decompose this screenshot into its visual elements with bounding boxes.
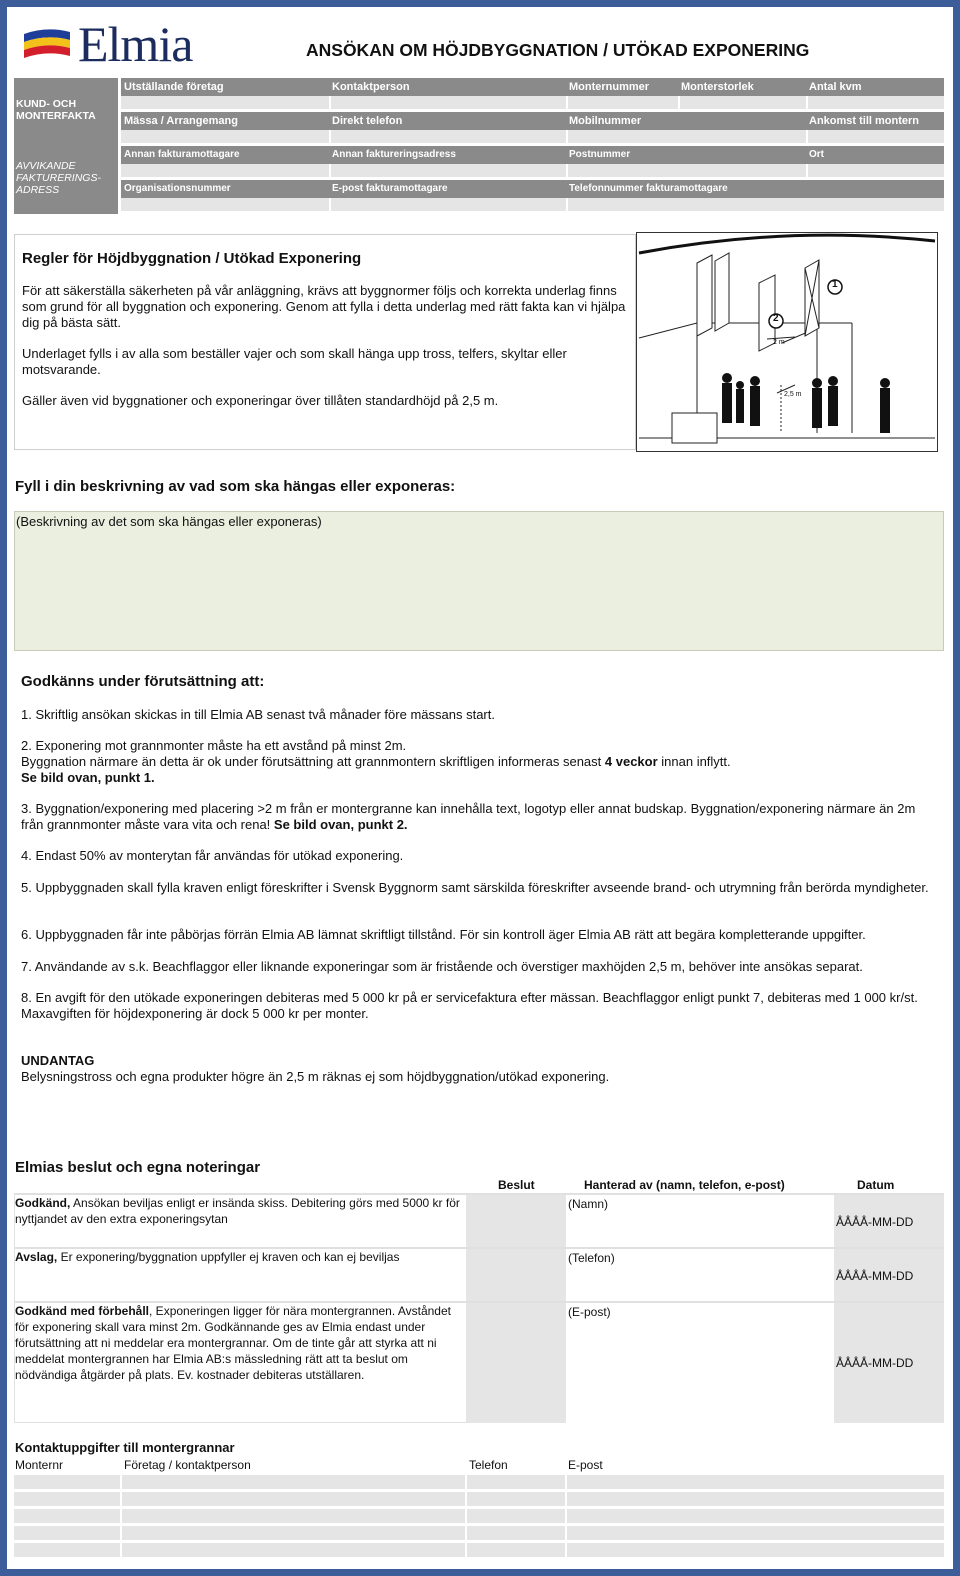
contact-row-3-monternr[interactable] (14, 1509, 120, 1523)
condition-8: 8. En avgift för den utökade exponeringen debiteras med 5 000 kr på er servicefaktura efter mässan. Beachflaggor enligt punkt 7, debiteras med 1 000 kr/st. Maxavgiften för höjdexponering är dock 5 000 kr per monter. (21, 990, 918, 1021)
flag-icon (22, 26, 72, 62)
field-ort[interactable] (808, 164, 944, 178)
decision-row-2-beslut[interactable] (466, 1249, 566, 1301)
field-direkt-telefon[interactable] (331, 130, 566, 144)
decision-row-3-hanterad[interactable] (566, 1303, 834, 1423)
booth-illustration (636, 232, 938, 452)
hdr-antal-kvm: Antal kvm (806, 78, 944, 96)
contact-row-2-telefon[interactable] (467, 1492, 565, 1506)
contact-row-3-telefon[interactable] (467, 1509, 565, 1523)
conditions-heading: Godkänns under förutsättning att: (21, 673, 265, 690)
contact-row-5-foretag[interactable] (122, 1543, 465, 1557)
decision-row-2-text: Avslag, Er exponering/byggnation uppfyller ej kraven och kan ej beviljas (15, 1250, 400, 1264)
decision-row-3-hanterad-text: (E-post) (568, 1305, 611, 1319)
contact-row-1-monternr[interactable] (14, 1475, 120, 1489)
hdr-monternummer: Monternummer (566, 78, 678, 96)
elmia-logo (22, 16, 222, 72)
hdr-direkt-telefon: Direkt telefon (329, 112, 566, 130)
decision-row-1-text: Godkänd, Ansökan beviljas enligt er insända skiss. Debitering görs med 5000 kr för nyttjandet av den extra exponeringsytan (15, 1196, 460, 1226)
undantag-text: Belysningstross och egna produkter högre än 2,5 m räknas ej som höjdbyggnation/utökad exponering. (21, 1069, 610, 1084)
contacts-col-foretag: Företag / kontaktperson (124, 1458, 251, 1472)
condition-6: 6. Uppbyggnaden får inte påbörjas förrän Elmia AB lämnat skriftligt tillstånd. För sin kontroll äger Elmia AB rätt att begära kompletterande uppgifter. (21, 927, 866, 942)
decision-row-2-hanterad[interactable] (566, 1249, 834, 1301)
condition-7: 7. Användande av s.k. Beachflaggor eller liknande exponeringar som är fristående och överstiger maxhöjden 2,5 m, behöver inte ansökas separat. (21, 959, 863, 974)
contact-row-4-monternr[interactable] (14, 1526, 120, 1540)
hdr-annan-fakturamottagare: Annan fakturamottagare (121, 146, 329, 164)
avvikande-section-label: AVVIKANDE FAKTURERINGS-ADRESS (14, 146, 118, 214)
decision-row-3-text: Godkänd med förbehåll, Exponeringen ligger för nära montergrannen. Avståndet för exponering skall vara minst 2m. Godkännande ges av Elmia endast under förutsättning att ni meddelar era montergrannar. Om de tinte går att styrka att ni meddelat montergrannen har Elmia AB:s mässledning rätt att ta beslut om nödvändiga åtgärder på plats. Ev. kostnader debiteras utställaren. (15, 1304, 451, 1382)
field-mobilnummer[interactable] (568, 130, 806, 144)
contact-row-5-telefon[interactable] (467, 1543, 565, 1557)
decision-row-3-beslut[interactable] (466, 1303, 566, 1423)
contact-row-2-epost[interactable] (567, 1492, 944, 1506)
marker-2: 2 (773, 313, 779, 324)
hdr-telefonnummer-fakturamottagare: Telefonnummer fakturamottagare (566, 180, 944, 198)
contact-row-1-telefon[interactable] (467, 1475, 565, 1489)
kund-section-label: KUND- OCH MONTERFAKTA (14, 78, 118, 146)
field-monterstorlek[interactable] (680, 96, 806, 110)
dimension-2-5m: 2,5 m (784, 391, 802, 398)
contact-row-1-epost[interactable] (567, 1475, 944, 1489)
col-datum: Datum (857, 1178, 895, 1192)
contact-row-3-epost[interactable] (567, 1509, 944, 1523)
decision-row-2-datum[interactable] (834, 1249, 944, 1301)
field-telefonnummer-fakturamottagare[interactable] (568, 198, 944, 212)
contact-row-4-telefon[interactable] (467, 1526, 565, 1540)
hdr-postnummer: Postnummer (566, 146, 806, 164)
rules-paragraph-2: Underlaget fylls i av alla som beställer vajer och som skall hänga upp tross, telfers, skyltar eller motsvarande. (22, 346, 567, 377)
contact-row-4-foretag[interactable] (122, 1526, 465, 1540)
hdr-monterstorlek: Monterstorlek (678, 78, 806, 96)
contact-row-1-foretag[interactable] (122, 1475, 465, 1489)
hdr-mobilnummer: Mobilnummer (566, 112, 806, 130)
rules-paragraph-1: För att säkerställa säkerheten på vår anläggning, krävs att byggnormer följs och korrekta underlag finns som grund för all byggnation och exponering. Genom att fylla i detta underlag med rätt fakta kan vi hjälpa dig på bästa sätt. (22, 283, 626, 330)
field-postnummer[interactable] (568, 164, 806, 178)
field-kontaktperson[interactable] (331, 96, 566, 110)
dimension-2m: 2 m (773, 339, 785, 346)
hdr-utstallande-foretag: Utställande företag (121, 78, 329, 96)
field-epost-fakturamottagare[interactable] (331, 198, 566, 212)
contacts-heading: Kontaktuppgifter till montergrannar (15, 1440, 235, 1455)
col-hanterad: Hanterad av (namn, telefon, e-post) (584, 1178, 785, 1192)
hdr-ort: Ort (806, 146, 944, 164)
rules-paragraph-3: Gäller även vid byggnationer och exponeringar över tillåten standardhöjd på 2,5 m. (22, 393, 499, 408)
condition-1: 1. Skriftlig ansökan skickas in till Elmia AB senast två månader före mässans start. (21, 707, 495, 722)
field-organisationsnummer[interactable] (121, 198, 329, 212)
contacts-col-telefon: Telefon (469, 1458, 508, 1472)
rules-title: Regler för Höjdbyggnation / Utökad Exponering (22, 250, 362, 267)
marker-1: 1 (832, 279, 838, 290)
page-title: ANSÖKAN OM HÖJDBYGGNATION / UTÖKAD EXPONERING (306, 40, 810, 60)
hdr-organisationsnummer: Organisationsnummer (121, 180, 329, 198)
contact-row-3-foretag[interactable] (122, 1509, 465, 1523)
contact-row-5-epost[interactable] (567, 1543, 944, 1557)
decision-row-2-datum-text: ÅÅÅÅ-MM-DD (836, 1269, 914, 1283)
field-annan-faktureringsadress[interactable] (331, 164, 566, 178)
description-placeholder: (Beskrivning av det som ska hängas eller exponeras) (16, 514, 322, 529)
condition-2a: 2. Exponering mot grannmonter måste ha ett avstånd på minst 2m. (21, 738, 407, 753)
field-ankomst-till-montern[interactable] (808, 130, 944, 144)
decision-row-1-beslut[interactable] (466, 1195, 566, 1247)
decision-row-3-datum-text: ÅÅÅÅ-MM-DD (836, 1356, 914, 1370)
decision-row-2-hanterad-text: (Telefon) (568, 1251, 615, 1265)
logo-text: Elmia (78, 16, 193, 72)
contacts-col-epost: E-post (568, 1458, 603, 1472)
contact-row-5-monternr[interactable] (14, 1543, 120, 1557)
description-heading: Fyll i din beskrivning av vad som ska hängas eller exponeras: (15, 478, 456, 495)
hdr-annan-faktureringsadress: Annan faktureringsadress (329, 146, 566, 164)
condition-3: 3. Byggnation/exponering med placering >2 m från er montergranne kan innehålla text, logotyp eller annat budskap. Byggnation/exponering närmare än 2m från grannmonter måste vara vita och rena! Se bild ovan, punkt 2. (21, 801, 916, 832)
rules-box (14, 234, 636, 450)
decision-row-1-datum[interactable] (834, 1195, 944, 1247)
decision-row-1-hanterad[interactable] (566, 1195, 834, 1247)
undantag-title: UNDANTAG (21, 1053, 95, 1068)
decision-row-1-datum-text: ÅÅÅÅ-MM-DD (836, 1215, 914, 1229)
field-monternummer[interactable] (568, 96, 678, 110)
field-annan-fakturamottagare[interactable] (121, 164, 329, 178)
contact-row-2-monternr[interactable] (14, 1492, 120, 1506)
contacts-col-monternr: Monternr (15, 1458, 64, 1472)
condition-2b: Byggnation närmare än detta är ok under förutsättning att grannmontern skriftligen informeras senast 4 veckor innan inflytt. (21, 754, 731, 769)
description-input[interactable] (14, 511, 944, 651)
hdr-epost-fakturamottagare: E-post fakturamottagare (329, 180, 566, 198)
field-antal-kvm[interactable] (808, 96, 944, 110)
hdr-massa-arrangemang: Mässa / Arrangemang (121, 112, 329, 130)
decision-row-3-datum[interactable] (834, 1303, 944, 1423)
hdr-ankomst-till-montern: Ankomst till montern (806, 112, 944, 130)
decision-heading: Elmias beslut och egna noteringar (15, 1159, 261, 1176)
contact-row-2-foretag[interactable] (122, 1492, 465, 1506)
condition-2c: Se bild ovan, punkt 1. (21, 770, 155, 785)
contact-row-4-epost[interactable] (567, 1526, 944, 1540)
col-beslut: Beslut (498, 1178, 535, 1192)
hdr-kontaktperson: Kontaktperson (329, 78, 566, 96)
condition-5: 5. Uppbyggnaden skall fylla kraven enligt föreskrifter i Svensk Byggnorm samt särskilda föreskrifter avseende brand- och utrymning från berörda myndigheter. (21, 880, 929, 895)
condition-4: 4. Endast 50% av monterytan får användas för utökad exponering. (21, 848, 404, 863)
field-massa-arrangemang[interactable] (121, 130, 329, 144)
field-utstallande-foretag[interactable] (121, 96, 329, 110)
decision-row-1-hanterad-text: (Namn) (568, 1197, 609, 1211)
